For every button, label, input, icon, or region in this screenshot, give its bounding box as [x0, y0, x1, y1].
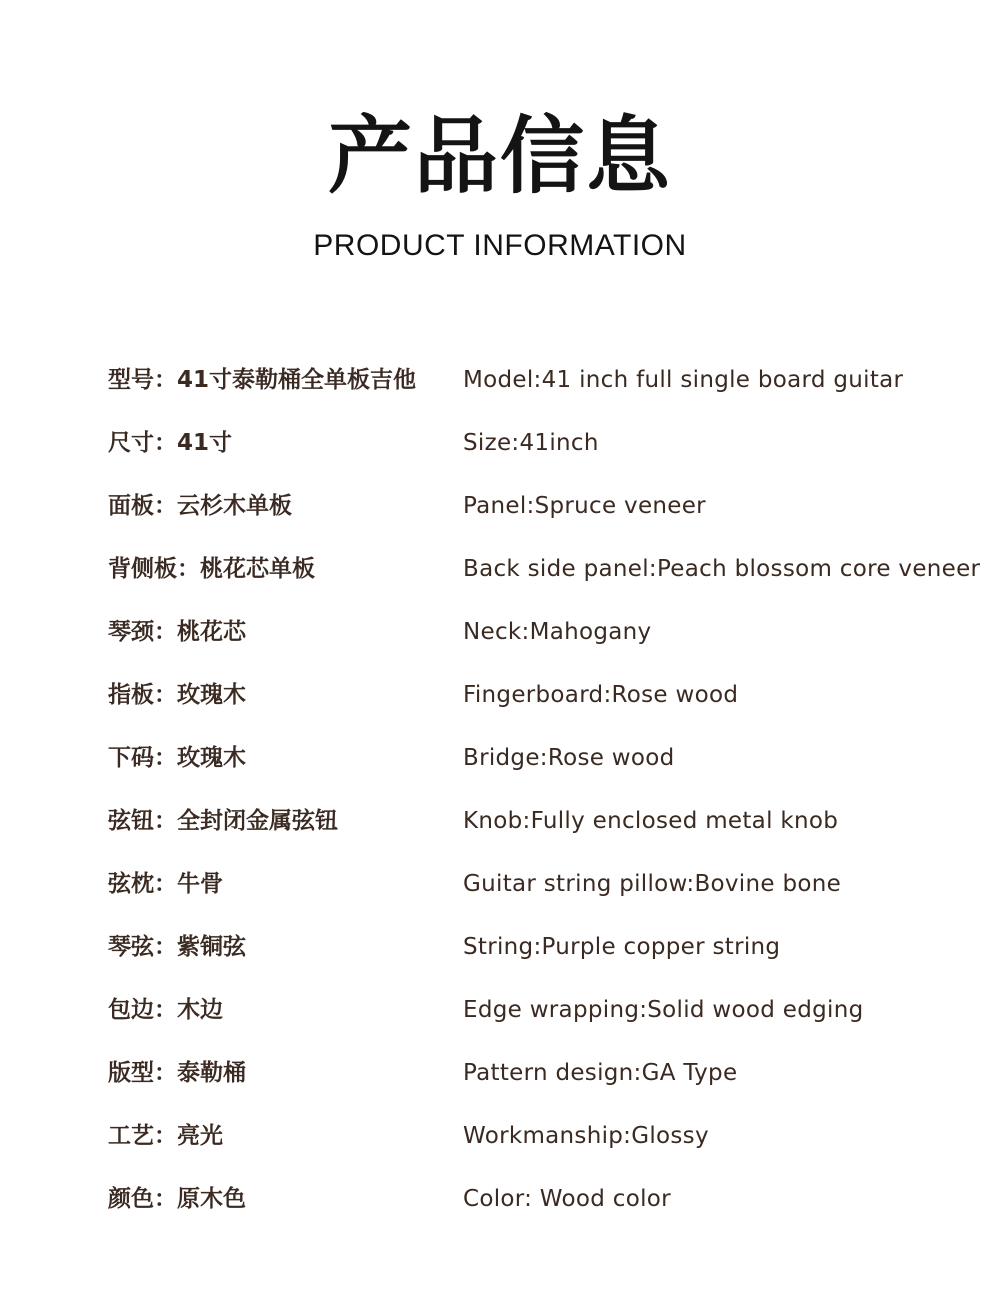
- spec-string-pillow-cn: 弦枕：牛骨: [108, 871, 223, 897]
- spec-knob-en: Knob:Fully enclosed metal knob: [463, 808, 839, 834]
- spec-panel-en: Panel:Spruce veneer: [463, 493, 706, 519]
- spec-row-color: [0, 1169, 1000, 1232]
- spec-row-pattern: [0, 1043, 1000, 1106]
- spec-back-side-en: Back side panel:Peach blossom core veneer: [463, 556, 981, 582]
- spec-bridge-en: Bridge:Rose wood: [463, 745, 675, 771]
- spec-row-knob: [0, 791, 1000, 854]
- spec-row-workmanship: [0, 1106, 1000, 1169]
- spec-edge-en: Edge wrapping:Solid wood edging: [463, 997, 864, 1023]
- spec-panel-cn: 面板：云杉木单板: [108, 493, 292, 519]
- spec-row-string: [0, 917, 1000, 980]
- spec-row-size: [0, 413, 1000, 476]
- spec-knob-cn: 弦钮：全封闭金属弦钮: [108, 808, 338, 834]
- spec-pattern-en: Pattern design:GA Type: [463, 1060, 738, 1086]
- spec-model-cn: 型号：41寸泰勒桶全单板吉他: [108, 367, 417, 393]
- spec-pattern-cn: 版型：泰勒桶: [108, 1060, 246, 1086]
- spec-color-en: Color: Wood color: [463, 1186, 671, 1212]
- spec-string-pillow-en: Guitar string pillow:Bovine bone: [463, 871, 842, 897]
- spec-neck-cn: 琴颈：桃花芯: [108, 619, 246, 645]
- spec-fingerboard-cn: 指板：玫瑰木: [108, 682, 246, 708]
- spec-size-en: Size:41inch: [463, 430, 599, 456]
- spec-list: [0, 350, 1000, 1232]
- spec-model-en: Model:41 inch full single board guitar: [463, 367, 904, 393]
- spec-row-edge: [0, 980, 1000, 1043]
- spec-row-model: [0, 350, 1000, 413]
- spec-workmanship-cn: 工艺：亮光: [108, 1123, 223, 1149]
- spec-edge-cn: 包边：木边: [108, 997, 223, 1023]
- spec-fingerboard-en: Fingerboard:Rose wood: [463, 682, 739, 708]
- spec-string-en: String:Purple copper string: [463, 934, 781, 960]
- spec-row-panel: [0, 476, 1000, 539]
- spec-back-side-cn: 背侧板：桃花芯单板: [108, 556, 315, 582]
- spec-workmanship-en: Workmanship:Glossy: [463, 1123, 709, 1149]
- page-subtitle: PRODUCT INFORMATION: [313, 229, 687, 262]
- spec-row-back-side: [0, 539, 1000, 602]
- spec-size-cn: 尺寸：41寸: [108, 430, 233, 456]
- spec-row-neck: [0, 602, 1000, 665]
- spec-neck-en: Neck:Mahogany: [463, 619, 652, 645]
- spec-string-cn: 琴弦：紫铜弦: [108, 934, 246, 960]
- spec-row-string-pillow: [0, 854, 1000, 917]
- page-title: 产品信息: [327, 107, 672, 205]
- spec-row-fingerboard: [0, 665, 1000, 728]
- spec-bridge-cn: 下码：玫瑰木: [108, 745, 246, 771]
- spec-row-bridge: [0, 728, 1000, 791]
- spec-color-cn: 颜色：原木色: [108, 1186, 246, 1212]
